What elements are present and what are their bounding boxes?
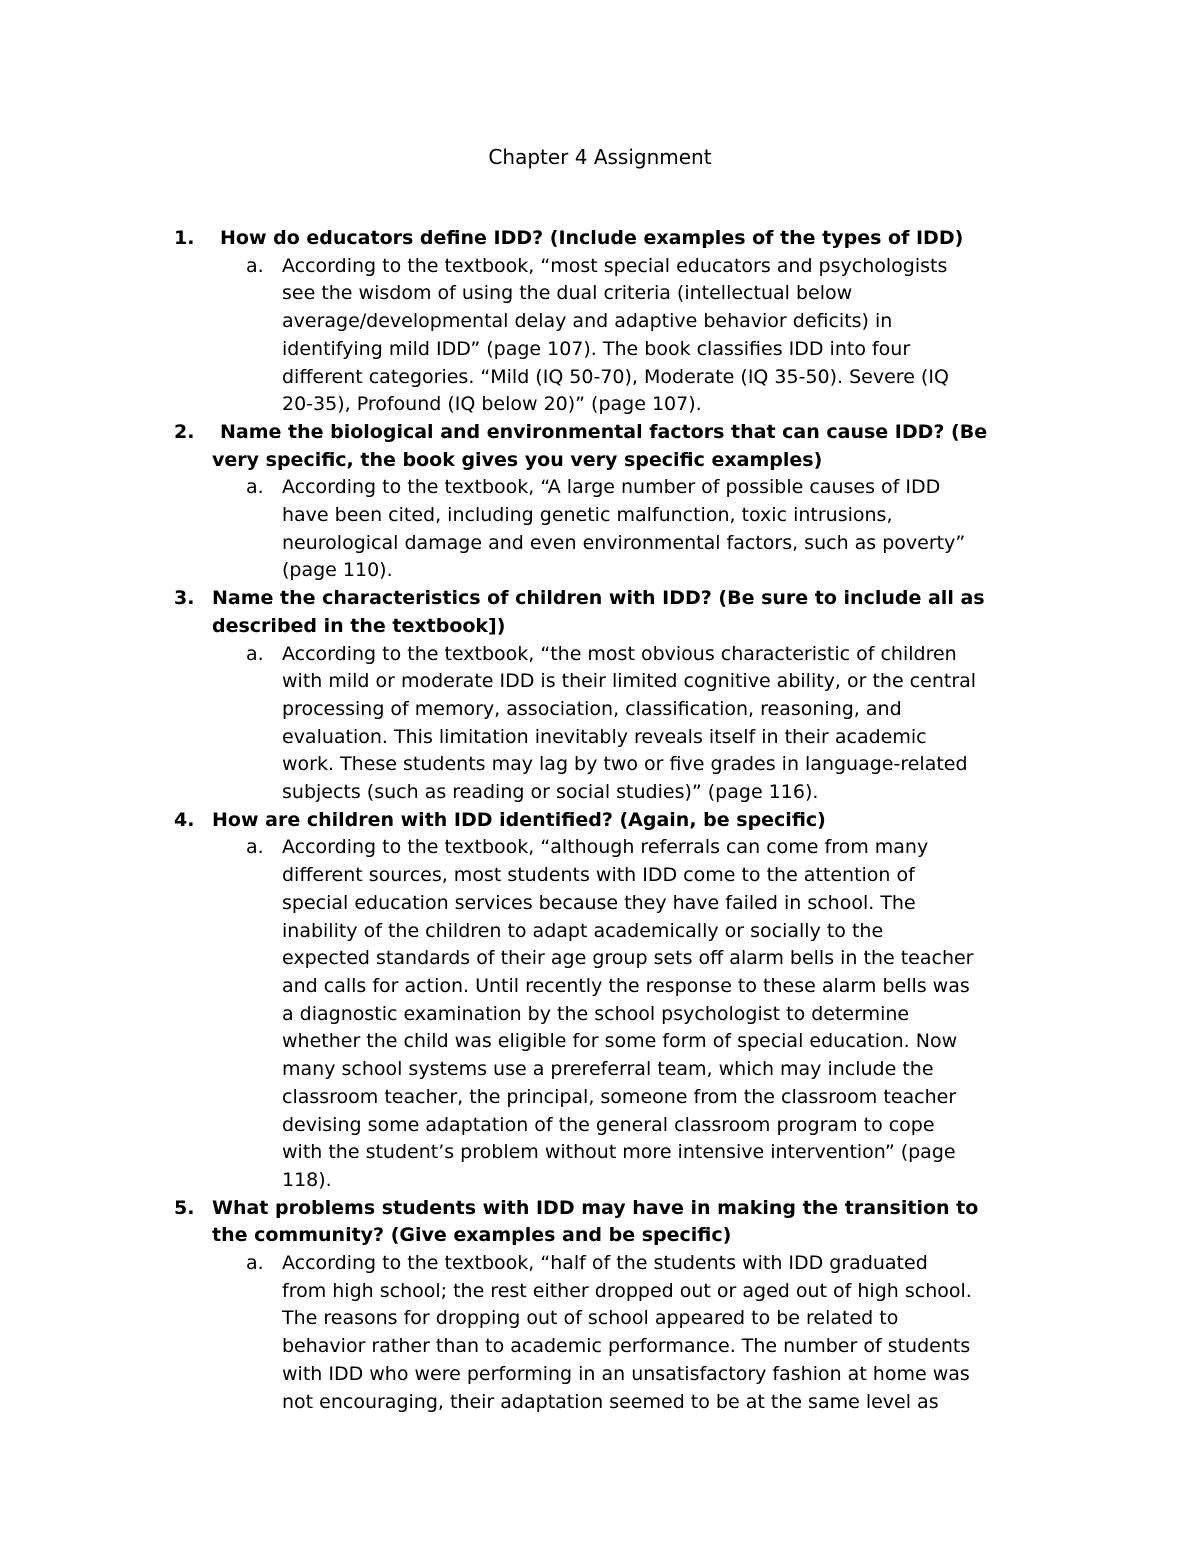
answer-line: 20-35), Profound (IQ below 20)” (page 107). xyxy=(282,393,702,416)
answer-line: processing of memory, association, classification, reasoning, and xyxy=(282,697,902,720)
answer-line: evaluation. This limitation inevitably reveals itself in their academic xyxy=(282,725,927,748)
answer-line: with IDD who were performing in an unsatisfactory fashion at home was xyxy=(282,1362,970,1385)
answer-line: not encouraging, their adaptation seemed to be at the same level as xyxy=(282,1390,939,1413)
question-line: How are children with IDD identified? (Again, be specific) xyxy=(212,808,826,831)
answer-line: work. These students may lag by two or five grades in language-related xyxy=(282,753,968,776)
question-number: 4. xyxy=(174,808,195,831)
question-item xyxy=(174,585,1074,807)
answer-label: a. xyxy=(246,254,264,277)
answer-text xyxy=(282,474,1074,585)
answer xyxy=(246,834,1074,1194)
question-text xyxy=(212,225,1074,253)
answer-line: special education services because they have failed in school. The xyxy=(282,891,916,914)
answer-line: 118). xyxy=(282,1168,332,1191)
answer-line: average/developmental delay and adaptive behavior deficits) in xyxy=(282,310,893,333)
answer-text xyxy=(282,253,1074,419)
answer-line: many school systems use a prereferral team, which may include the xyxy=(282,1058,934,1081)
answer-line: According to the textbook, “although referrals can come from many xyxy=(282,836,929,859)
answer-line: inability of the children to adapt academically or socially to the xyxy=(282,919,884,942)
answer-line: see the wisdom of using the dual criteria (intellectual below xyxy=(282,282,853,305)
answer-label: a. xyxy=(246,836,264,859)
answer-line: According to the textbook, “A large number of possible causes of IDD xyxy=(282,476,941,499)
answer-label: a. xyxy=(246,1252,264,1275)
question-text xyxy=(212,419,1074,474)
answer-line: neurological damage and even environmental factors, such as poverty” xyxy=(282,531,966,554)
answer-line: have been cited, including genetic malfunction, toxic intrusions, xyxy=(282,504,893,527)
answer-line: identifying mild IDD” (page 107). The book classifies IDD into four xyxy=(282,337,911,360)
question-text xyxy=(212,1195,1074,1250)
answer-line: According to the textbook, “the most obvious characteristic of children xyxy=(282,642,957,665)
question-number: 2. xyxy=(174,420,195,443)
answer-line: devising some adaptation of the general classroom program to cope xyxy=(282,1113,935,1136)
answer-text xyxy=(282,834,1074,1194)
answer-line: According to the textbook, “most special educators and psychologists xyxy=(282,254,948,277)
question-item xyxy=(174,419,1074,585)
answer xyxy=(246,641,1074,807)
question-line: very specific, the book gives you very specific examples) xyxy=(212,448,823,471)
answer-line: different categories. “Mild (IQ 50-70), Moderate (IQ 35-50). Severe (IQ xyxy=(282,365,949,388)
question-text xyxy=(212,807,1074,835)
question-item xyxy=(174,807,1074,1195)
question-item xyxy=(174,1195,1074,1417)
answer-line: (page 110). xyxy=(282,559,393,582)
answer-line: According to the textbook, “half of the students with IDD graduated xyxy=(282,1252,928,1275)
question-list xyxy=(174,225,1074,1416)
answer-line: from high school; the rest either dropped out or aged out of high school. xyxy=(282,1279,972,1302)
answer-line: expected standards of their age group sets off alarm bells in the teacher xyxy=(282,947,974,970)
answer-text xyxy=(282,641,1074,807)
question-item xyxy=(174,225,1074,419)
answer-line: with the student’s problem without more intensive intervention” (page xyxy=(282,1141,956,1164)
answer-line: and calls for action. Until recently the response to these alarm bells was xyxy=(282,974,970,997)
answer-label: a. xyxy=(246,642,264,665)
question-line: Name the characteristics of children with IDD? (Be sure to include all as xyxy=(212,587,985,610)
question-line: How do educators define IDD? (Include examples of the types of IDD) xyxy=(220,227,964,249)
answer-text xyxy=(282,1250,1074,1416)
answer-line: with mild or moderate IDD is their limited cognitive ability, or the central xyxy=(282,670,977,693)
answer-line: subjects (such as reading or social studies)” (page 116). xyxy=(282,781,819,804)
question-line: What problems students with IDD may have in making the transition to xyxy=(212,1196,979,1219)
answer xyxy=(246,1250,1074,1416)
question-line: the community? (Give examples and be specific) xyxy=(212,1224,732,1247)
question-line: described in the textbook]) xyxy=(212,614,506,637)
answer-line: different sources, most students with IDD come to the attention of xyxy=(282,864,915,887)
answer-line: a diagnostic examination by the school psychologist to determine xyxy=(282,1002,910,1025)
answer xyxy=(246,474,1074,585)
question-number: 1. xyxy=(174,227,195,249)
question-number: 5. xyxy=(174,1196,195,1219)
answer-line: The reasons for dropping out of school appeared to be related to xyxy=(282,1307,899,1330)
question-text xyxy=(212,585,1074,640)
answer-line: behavior rather than to academic performance. The number of students xyxy=(282,1335,971,1358)
question-line: Name the biological and environmental factors that can cause IDD? (Be xyxy=(220,420,988,443)
answer-line: whether the child was eligible for some form of special education. Now xyxy=(282,1030,958,1053)
question-number: 3. xyxy=(174,587,195,610)
answer-label: a. xyxy=(246,476,264,499)
document-title: Chapter 4 Assignment xyxy=(488,145,712,169)
answer xyxy=(246,253,1074,419)
answer-line: classroom teacher, the principal, someone from the classroom teacher xyxy=(282,1085,957,1108)
